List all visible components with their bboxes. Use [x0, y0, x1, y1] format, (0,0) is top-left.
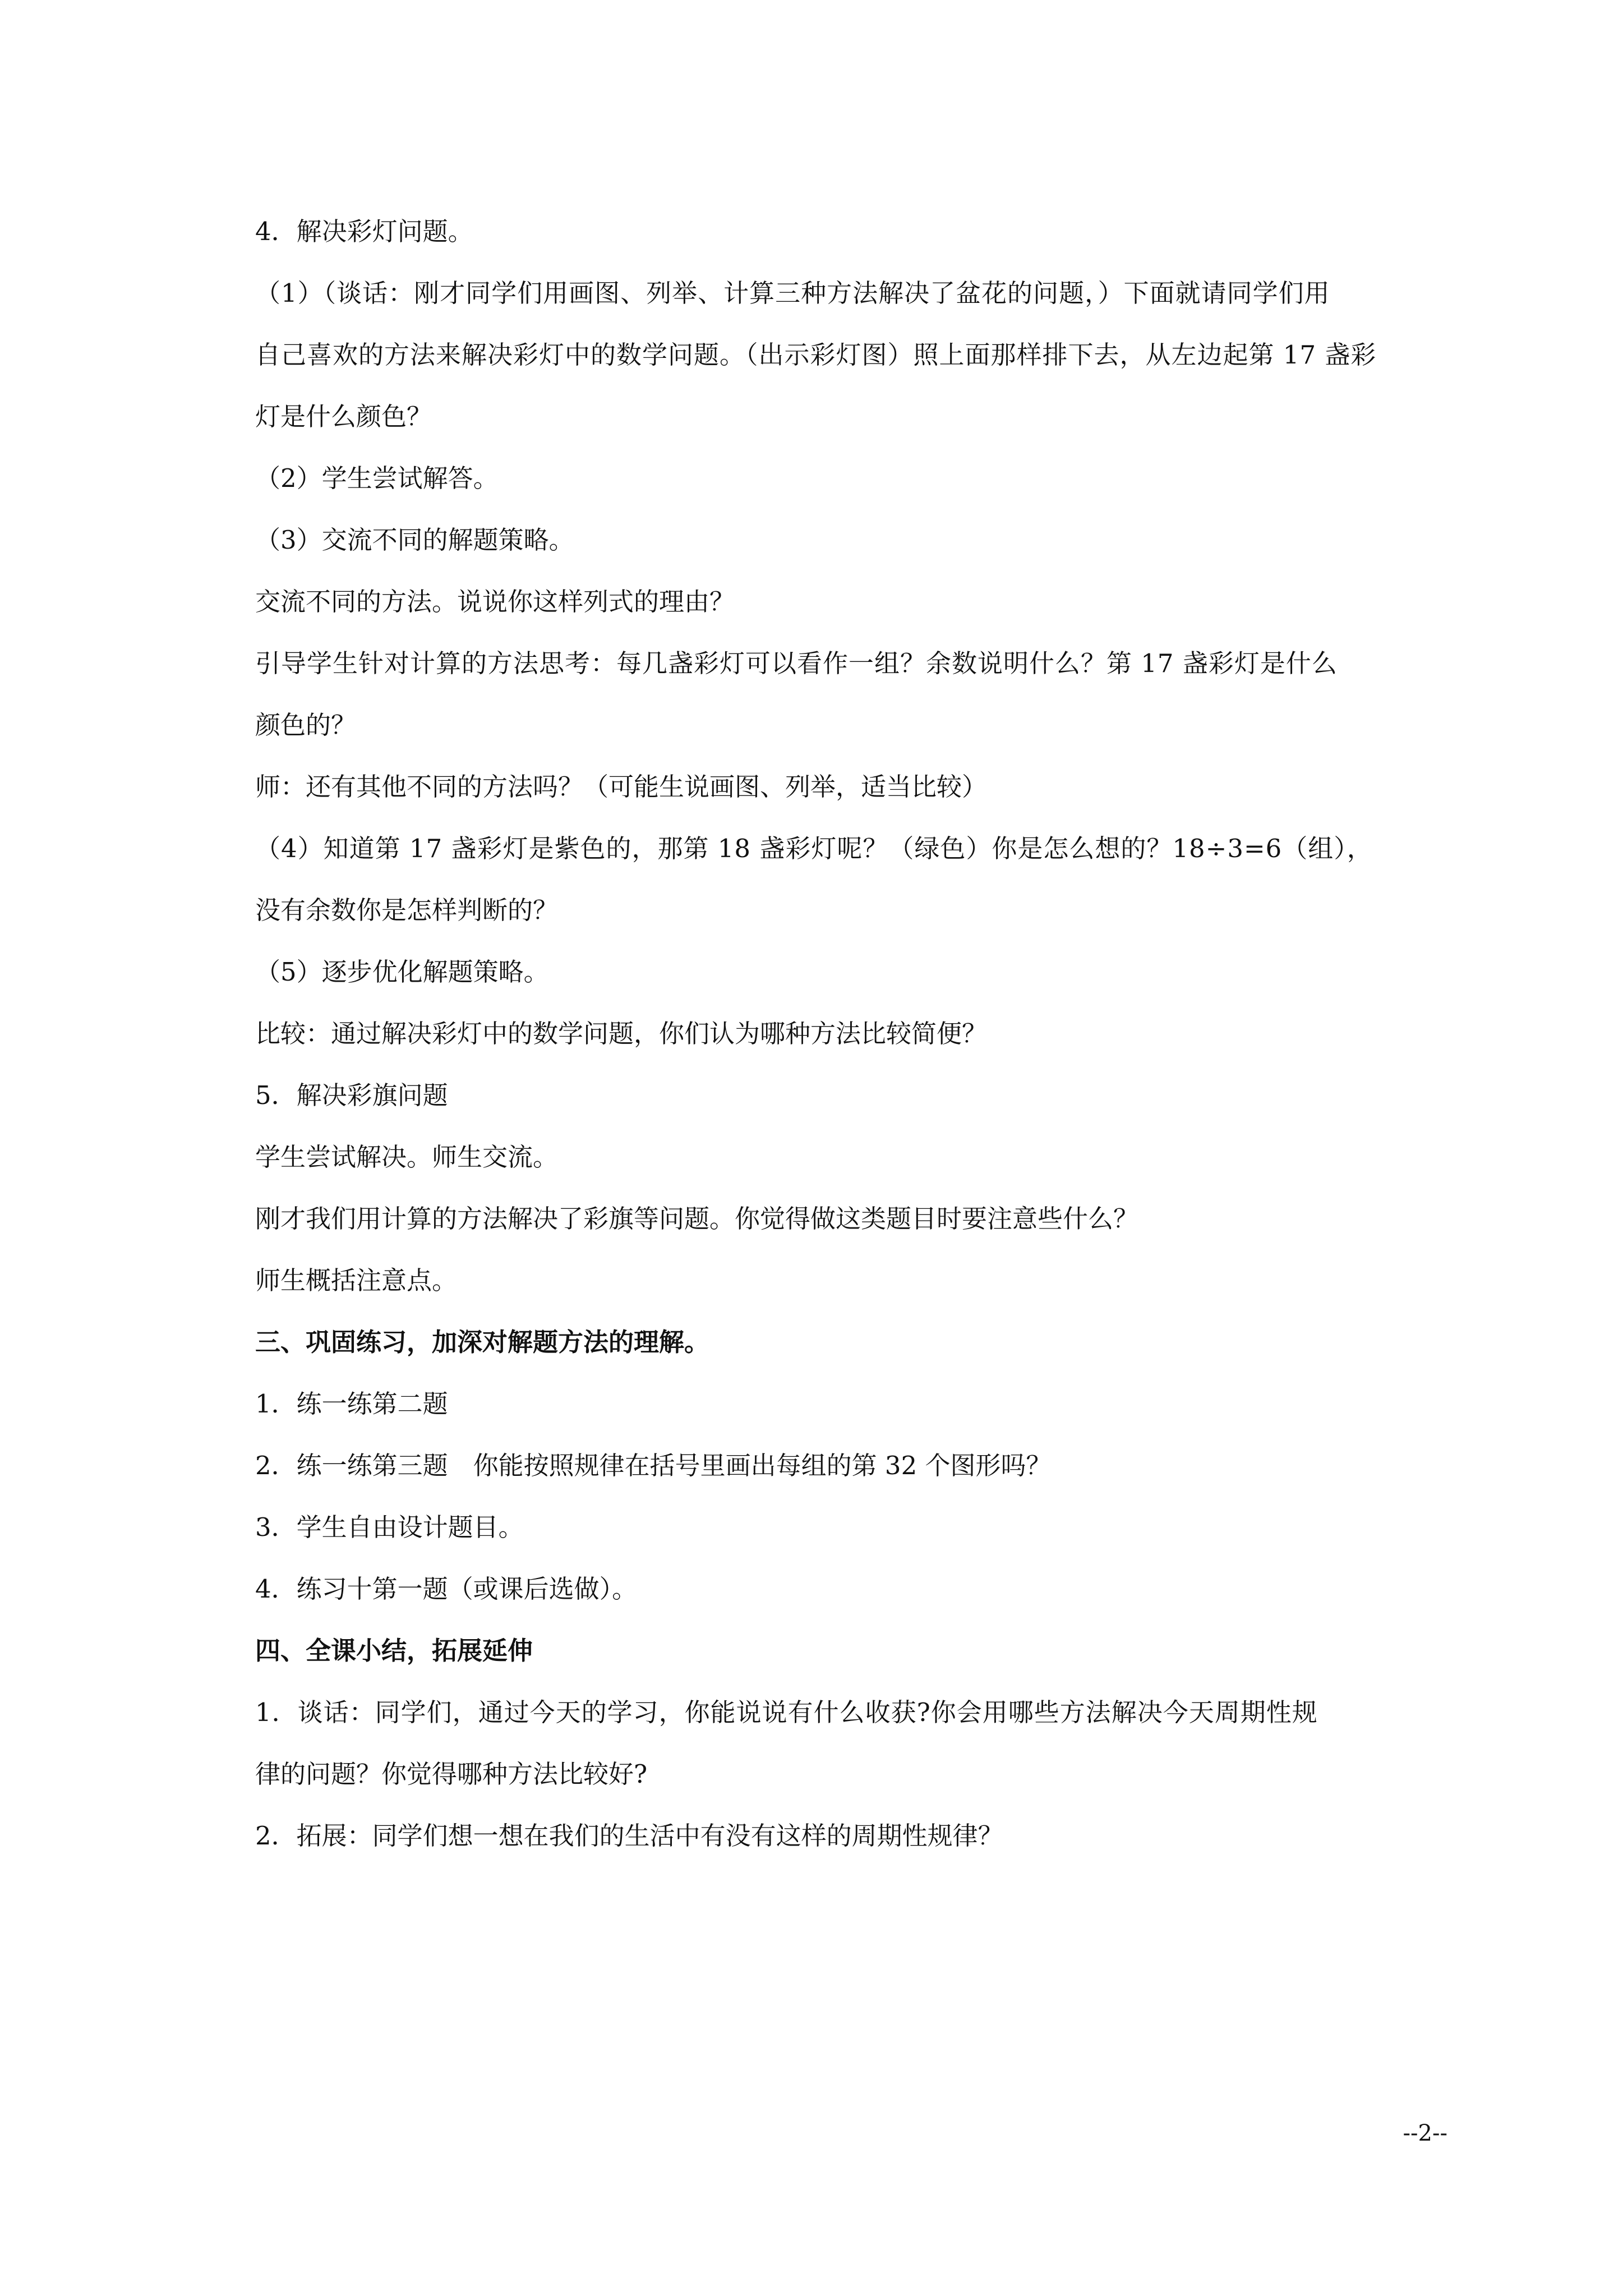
- paragraph-line: 比较：通过解决彩灯中的数学问题，你们认为哪种方法比较简便？: [255, 1019, 988, 1048]
- paragraph-line: 律的问题？你觉得哪种方法比较好?: [255, 1759, 648, 1789]
- paragraph-line: （5）逐步优化解题策略。: [255, 957, 549, 987]
- list-item: 1．练一练第二题: [255, 1389, 448, 1419]
- paragraph-line: （4）知道第 17 盏彩灯是紫色的，那第 18 盏彩灯呢？（绿色）你是怎么想的？18÷3=6（组），: [255, 834, 1373, 863]
- list-item: 3．学生自由设计题目。: [255, 1512, 524, 1542]
- paragraph-line: 交流不同的方法。说说你这样列式的理由？: [255, 587, 735, 616]
- paragraph-line: 没有余数你是怎样判断的？: [255, 895, 559, 925]
- paragraph-line: 1．谈话：同学们，通过今天的学习，你能说说有什么收获?你会用哪些方法解决今天周期性规: [255, 1697, 1318, 1727]
- paragraph-line: 学生尝试解决。师生交流。: [255, 1142, 559, 1172]
- paragraph-line: 灯是什么颜色？: [255, 402, 432, 431]
- paragraph-line: （2）学生尝试解答。: [255, 463, 499, 493]
- paragraph-line: 刚才我们用计算的方法解决了彩旗等问题。你觉得做这类题目时要注意些什么？: [255, 1204, 1139, 1234]
- section-heading-lantern-problem: 4．解决彩灯问题。: [255, 217, 473, 246]
- paragraph-line: （3）交流不同的解题策略。: [255, 525, 574, 555]
- paragraph-line: 师生概括注意点。: [255, 1266, 458, 1295]
- section-heading-summary: 四、全课小结，拓展延伸: [255, 1636, 533, 1665]
- paragraph-line: 2．拓展：同学们想一想在我们的生活中有没有这样的周期性规律？: [255, 1821, 1003, 1851]
- section-heading-practice: 三、巩固练习，加深对解题方法的理解。: [255, 1327, 710, 1357]
- section-heading-flag-problem: 5．解决彩旗问题: [255, 1080, 448, 1110]
- paragraph-line: （1）（谈话：刚才同学们用画图、列举、计算三种方法解决了盆花的问题，）下面就请同学们用: [255, 278, 1330, 308]
- paragraph-line: 自己喜欢的方法来解决彩灯中的数学问题。（出示彩灯图）照上面那样排下去，从左边起第 17 盏彩: [255, 340, 1377, 370]
- paragraph-line: 师：还有其他不同的方法吗？（可能生说画图、列举，适当比较）: [255, 772, 988, 802]
- paragraph-line: 引导学生针对计算的方法思考：每几盏彩灯可以看作一组？余数说明什么？第 17 盏彩灯是什么: [255, 648, 1338, 678]
- paragraph-line: 颜色的？: [255, 710, 357, 740]
- list-item: 4．练习十第一题（或课后选做）。: [255, 1574, 638, 1604]
- page-number: --2--: [1403, 2120, 1447, 2146]
- list-item: 2．练一练第三题 你能按照规律在括号里画出每组的第 32 个图形吗？: [255, 1451, 1052, 1480]
